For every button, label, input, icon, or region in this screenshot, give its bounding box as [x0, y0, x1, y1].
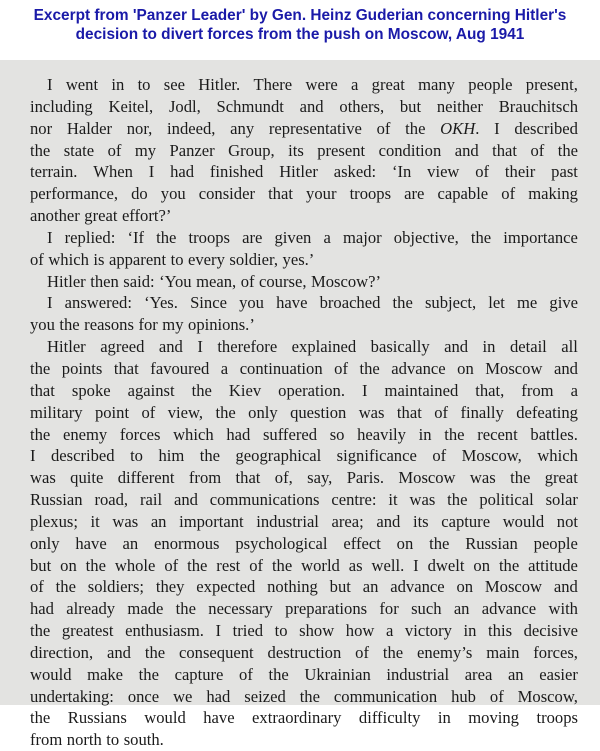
excerpt-line: you the reasons for my opinions.’	[30, 315, 255, 335]
excerpt-line: I answered: ‘Yes. Since you have broached the subject, let me give	[47, 293, 578, 313]
excerpt-caption	[4, 6, 596, 44]
excerpt-line: the Russians would have extraordinary difficulty in moving troops	[30, 708, 578, 728]
excerpt-line: I went in to see Hitler. There were a great many people present,	[47, 75, 578, 94]
excerpt-line: plexus; it was an important industrial area; and its capture would not	[30, 511, 578, 531]
excerpt-line: the greatest enthusiasm. I tried to show how a victory in this decisive	[30, 621, 578, 641]
excerpt-line: only have an enormous psychological effect on the Russian people	[30, 533, 578, 553]
excerpt-line: direction, and the consequent destruction of the enemy’s main forces,	[30, 642, 578, 662]
excerpt-line: military point of view, the only question was that of finally defeating	[30, 402, 578, 422]
excerpt-line: from north to south.	[30, 730, 164, 750]
excerpt-line: the enemy forces which had suffered so heavily in the recent battles.	[30, 424, 578, 444]
excerpt-line: would make the capture of the Ukrainian industrial area an easier	[30, 664, 578, 684]
excerpt-line: including Keitel, Jodl, Schmundt and others, but neither Brauchitsch	[30, 96, 578, 116]
excerpt-line: that spoke against the Kiev operation. I maintained that, from a	[30, 380, 578, 400]
excerpt-text	[30, 74, 578, 751]
excerpt-line: performance, do you consider that your troops are capable of making	[30, 184, 578, 204]
excerpt-line: undertaking: once we had seized the communication hub of Moscow,	[30, 686, 578, 706]
excerpt-line: nor Halder nor, indeed, any representative of the OKH. I described	[30, 118, 578, 138]
excerpt-line: but on the whole of the rest of the world as well. I dwelt on the attitude	[30, 555, 578, 575]
excerpt-line: had already made the necessary preparations for such an advance with	[30, 599, 578, 619]
excerpt-line: of which is apparent to every soldier, yes.’	[30, 249, 315, 269]
excerpt-line: the points that favoured a continuation of the advance on Moscow and	[30, 358, 578, 378]
excerpt-line: Hitler agreed and I therefore explained basically and in detail all	[47, 337, 578, 357]
excerpt-line: Russian road, rail and communications centre: it was the political solar	[30, 490, 578, 510]
excerpt-line: the state of my Panzer Group, its present condition and that of the	[30, 140, 578, 160]
excerpt-line: of the soldiers; they expected nothing but an advance on Moscow and	[30, 577, 578, 597]
caption-line-1: Excerpt from 'Panzer Leader' by Gen. Heinz Guderian concerning Hitler's	[33, 7, 567, 24]
excerpt-line: was quite different from that of, say, Paris. Moscow was the great	[30, 468, 578, 488]
excerpt-line: Hitler then said: ‘You mean, of course, Moscow?’	[47, 271, 382, 291]
caption-line-2: decision to divert forces from the push on Moscow, Aug 1941	[75, 26, 525, 43]
excerpt-line: I described to him the geographical significance of Moscow, which	[30, 446, 578, 466]
excerpt-line: I replied: ‘If the troops are given a major objective, the importance	[47, 227, 578, 247]
excerpt-line: terrain. When I had finished Hitler asked: ‘In view of their past	[30, 162, 578, 182]
excerpt-line: another great effort?’	[30, 206, 172, 226]
